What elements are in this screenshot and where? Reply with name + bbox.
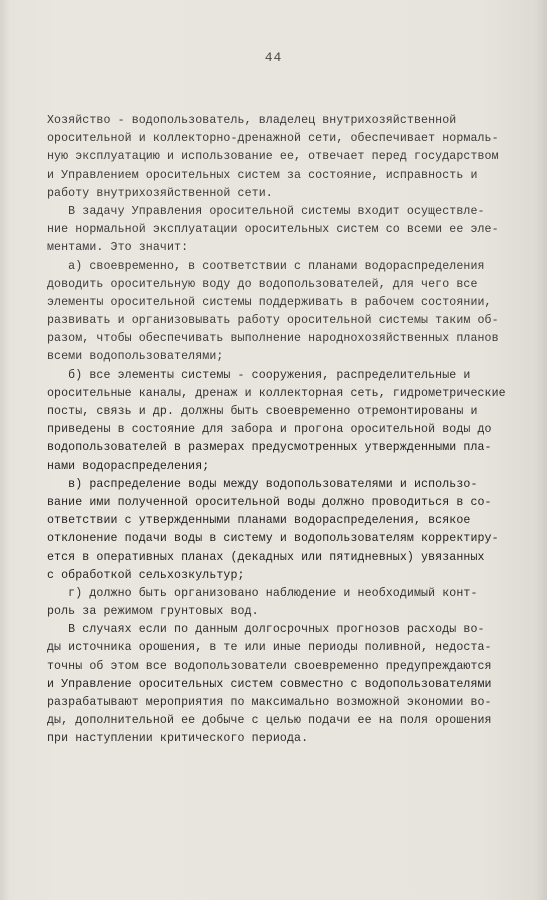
text-line: с обработкой сельхозкультур; [47,568,245,582]
body-text [47,112,527,749]
page-number: 44 [264,50,283,65]
text-line: ды, дополнительной ее добыче с целью подачи ее на поля орошения [47,714,492,728]
text-line: ние нормальной эксплуатации оросительных систем со всеми ее эле- [47,223,499,237]
text-line: ды источника орошения, в те или иные периоды поливной, недоста- [47,641,492,655]
text-line: всеми водопользователями; [47,350,224,364]
text-line: приведены в состояние для забора и прогона оросительной воды до [47,423,492,437]
text-line: ответствии с утвержденными планами водораспределения, всякое [47,514,471,528]
text-line: в) распределение воды между водопользователями и использо- [47,477,478,491]
text-line: нами водораспределения; [47,459,210,473]
text-line: разом, чтобы обеспечивать выполнение народнохозяйственных планов [47,332,499,346]
text-line: развивать и организовывать работу оросительной системы таким об- [47,314,499,328]
text-line: а) своевременно, в соответствии с планами водораспределения [47,259,485,273]
text-line: оросительные каналы, дренаж и коллекторная сеть, гидрометрические [47,386,506,400]
text-line: и Управлением оросительных систем за состояние, исправность и [47,168,478,182]
text-line: посты, связь и др. должны быть своевременно отремонтированы и [47,405,478,418]
text-line: ментами. Это значит: [47,241,189,255]
text-line: работу внутрихозяйственной сети. [47,186,273,200]
text-line: роль за режимом грунтовых вод. [47,605,259,619]
text-line: точны об этом все водопользователи своевременно предупреждаются [47,659,492,673]
text-line: Хозяйство - водопользователь, владелец внутрихозяйственной [47,114,457,127]
text-line: и Управление оросительных систем совместно с водопользователями [47,677,492,691]
text-line: ется в оперативных планах (декадных или пятидневных) увязанных [47,550,485,564]
text-line: В задачу Управления оросительной системы входит осуществле- [47,204,485,218]
text-line: ную эксплуатацию и использование ее, отвечает перед государством [47,150,499,164]
text-line: оросительной и коллекторно-дренажной сети, обеспечивает нормаль- [47,132,499,146]
text-line: В случаях если по данным долгосрочных прогнозов расходы во- [47,623,485,637]
text-line: водопользователей в размерах предусмотренных утвержденными пла- [47,441,492,455]
text-line: доводить оросительную воду до водопользователей, для чего все [47,277,478,291]
text-line: б) все элементы системы - сооружения, распределительные и [47,368,471,382]
text-line: г) должно быть организовано наблюдение и необходимый конт- [47,586,478,600]
text-line: разрабатывают мероприятия по максимально возможной экономии во- [47,696,492,709]
text-line: при наступлении критического периода. [47,732,309,746]
text-line: отклонение подачи воды в систему и водопользователям корректиру- [47,532,499,546]
text-line: вание ими полученной оросительной воды должно проводиться в со- [47,495,492,509]
text-line: элементы оросительной системы поддерживать в рабочем состоянии, [47,295,492,309]
